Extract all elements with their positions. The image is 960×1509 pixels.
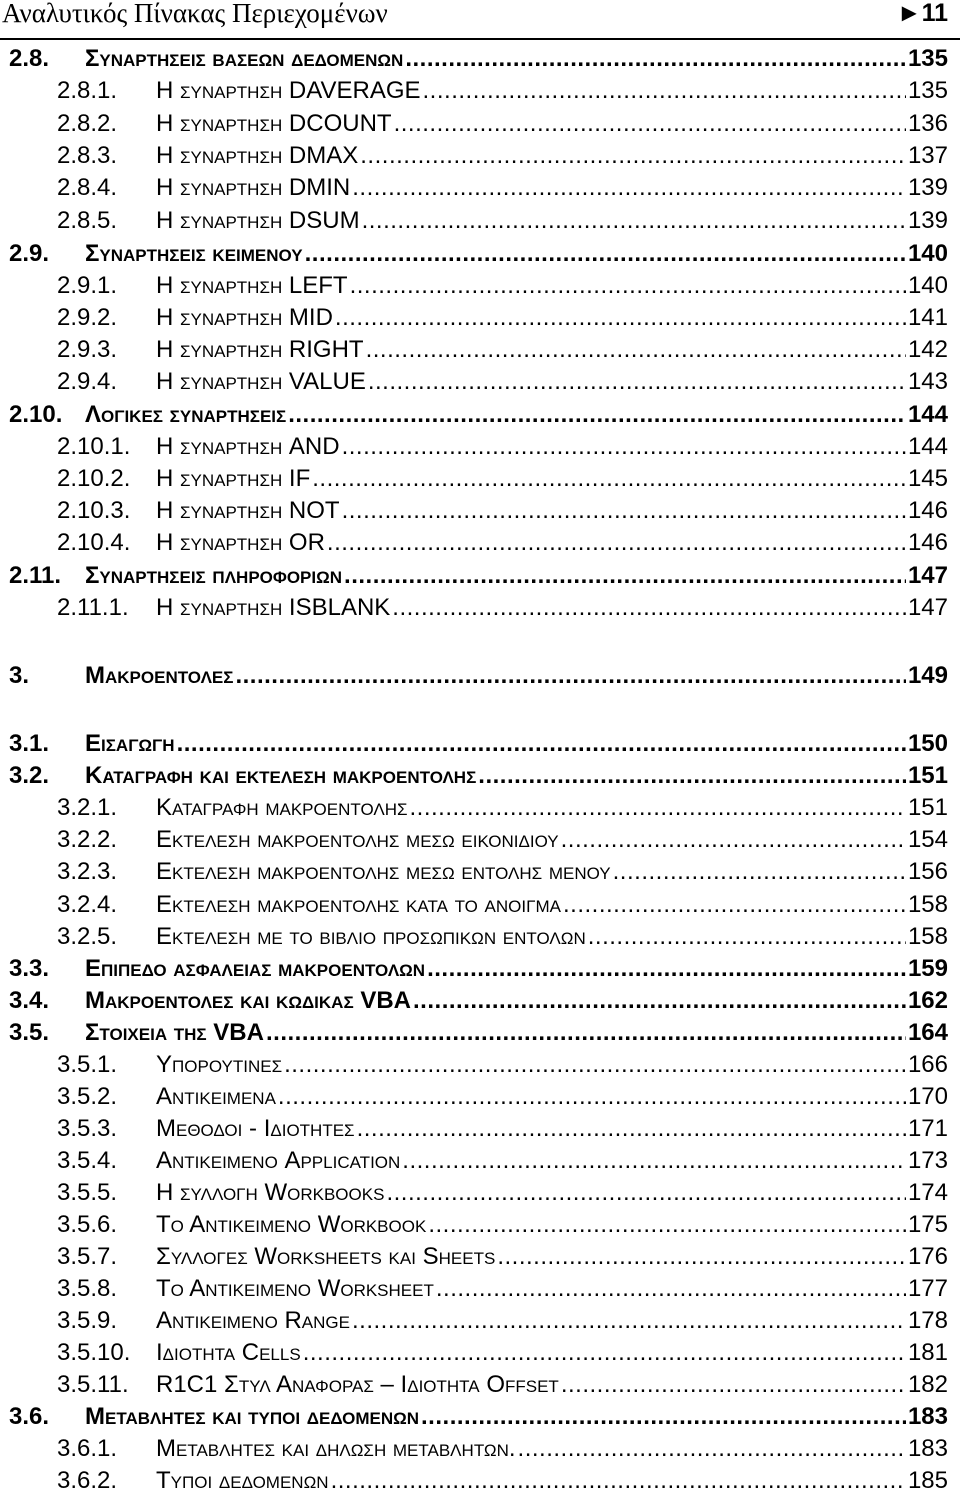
toc-entry-number: 3.6.2. <box>57 1467 118 1494</box>
toc-entry-title: Η συναρτηση DMIN <box>156 174 351 201</box>
toc-entry-title: Εκτελεση μακροεντολησ μεσω εντολησ μενου <box>156 858 611 885</box>
toc-entry-number: 2.9.2. <box>57 304 118 331</box>
toc-dot-leader <box>421 1401 906 1433</box>
toc-dot-leader <box>427 953 906 985</box>
toc-entry-title: Στοιχεια τησ VBA <box>85 1019 264 1046</box>
toc-entry-title: Η συναρτηση ISBLANK <box>156 594 391 621</box>
toc-entry-title: Επιπεδο ασφαλειασ μακροεντολων <box>85 955 426 982</box>
toc-entry-number: 3.5.10. <box>57 1339 131 1366</box>
toc-entry-title: Η συναρτηση DCOUNT <box>156 110 392 137</box>
toc-entry-page: 158 <box>907 891 948 918</box>
toc-entry-number: 3.5.5. <box>57 1179 118 1206</box>
toc-entry[interactable] <box>0 140 960 172</box>
toc-dot-leader <box>312 463 906 495</box>
toc-dot-leader <box>303 1337 906 1369</box>
toc-entry-number: 2.8.4. <box>57 174 118 201</box>
toc-entry-number: 3.6.1. <box>57 1435 118 1462</box>
toc-entry-title: Μακροεντολεσ και κωδικασ VBA <box>85 987 412 1014</box>
toc-entry-title: Συναρτησεισ βασεων δεδομενων <box>85 45 404 72</box>
toc-entry-page: 137 <box>907 142 948 169</box>
toc-dot-leader <box>405 43 906 75</box>
toc-entry-title: Η συλλογη Workbooks <box>156 1179 385 1206</box>
toc-entry[interactable] <box>0 824 960 856</box>
toc-dot-leader <box>327 527 906 559</box>
toc-dot-leader <box>344 560 906 592</box>
toc-entry-title: Αντικειμενο Range <box>156 1307 350 1334</box>
toc-entry-title: Η συναρτηση DMAX <box>156 142 359 169</box>
toc-entry-number: 2.8.1. <box>57 77 118 104</box>
toc-entry[interactable] <box>0 1113 960 1145</box>
toc-dot-leader <box>278 1081 906 1113</box>
toc-entry-row <box>85 953 948 985</box>
toc-entry-page: 140 <box>907 272 948 299</box>
toc-entry-number: 3.1. <box>9 730 50 757</box>
toc-entry-page: 139 <box>907 174 948 201</box>
toc-entry-page: 171 <box>907 1115 948 1142</box>
toc-entry[interactable] <box>0 1337 960 1369</box>
toc-entry-title: Καταγραφη και εκτελεση μακροεντολησ <box>85 762 477 789</box>
toc-entry-row <box>156 205 948 237</box>
toc-entry-page: 183 <box>907 1435 948 1462</box>
toc-entry-page: 146 <box>907 529 948 556</box>
toc-entry-row <box>156 108 948 140</box>
toc-dot-leader <box>284 1049 906 1081</box>
toc-dot-leader <box>402 1145 906 1177</box>
toc-dot-leader <box>235 660 906 692</box>
toc-dot-leader <box>497 1241 906 1273</box>
toc-dot-leader <box>561 824 906 856</box>
toc-entry-title: Η συναρτηση LEFT <box>156 272 348 299</box>
toc-entry[interactable] <box>0 366 960 398</box>
toc-entry-page: 159 <box>907 955 948 982</box>
toc-dot-leader <box>423 75 906 107</box>
toc-entry-row <box>85 1017 948 1049</box>
toc-entry[interactable] <box>0 270 960 302</box>
toc-entry[interactable] <box>0 1273 960 1305</box>
toc-entry-page: 164 <box>907 1019 948 1046</box>
toc-entry-row <box>156 889 948 921</box>
toc-dot-leader <box>588 921 906 953</box>
toc-entry-page: 174 <box>907 1179 948 1206</box>
toc-entry-title: Η συναρτηση DAVERAGE <box>156 77 421 104</box>
toc-entry-number: 3.5.4. <box>57 1147 118 1174</box>
toc-dot-leader <box>331 1465 906 1497</box>
toc-entry-page: 143 <box>907 368 948 395</box>
toc-entry[interactable] <box>0 43 960 75</box>
toc-entry-page: 150 <box>907 730 948 757</box>
toc-entry-row <box>156 270 948 302</box>
toc-entry-page: 181 <box>907 1339 948 1366</box>
toc-entry-title: Εκτελεση μακροεντολησ μεσω εικονιδιου <box>156 826 559 853</box>
toc-entry-title: Το Αντικειμενο Worksheet <box>156 1275 434 1302</box>
toc-entry-page: 154 <box>907 826 948 853</box>
toc-entry[interactable] <box>0 792 960 824</box>
toc-entry-title: Εισαγωγη <box>85 730 175 757</box>
toc-entry-page: 145 <box>907 465 948 492</box>
toc-entry-number: 2.8.2. <box>57 110 118 137</box>
toc-entry-page: 183 <box>907 1403 948 1430</box>
toc-dot-leader <box>352 172 906 204</box>
toc-entry-page: 151 <box>907 762 948 789</box>
toc-entry-row <box>156 1209 948 1241</box>
toc-dot-leader <box>177 728 906 760</box>
toc-entry-page: 135 <box>907 45 948 72</box>
toc-entry-title: R1C1 Στυλ Αναφορασ – Ιδιοτητα Offset <box>156 1371 559 1398</box>
toc-entry-page: 149 <box>907 662 948 689</box>
toc-entry[interactable] <box>0 1017 960 1049</box>
toc-entry[interactable] <box>0 889 960 921</box>
toc-entry[interactable] <box>0 1081 960 1113</box>
toc-entry-row <box>156 431 948 463</box>
toc-dot-leader <box>563 889 906 921</box>
toc-entry-number: 3. <box>9 662 30 689</box>
toc-entry-row <box>156 1465 948 1497</box>
toc-entry[interactable] <box>0 495 960 527</box>
toc-entry-page: 142 <box>907 336 948 363</box>
toc-entry-title: Η συναρτηση IF <box>156 465 311 492</box>
toc-entry-row <box>156 1177 948 1209</box>
toc-entry-title: Τυποι δεδομενων <box>156 1467 329 1494</box>
toc-entry-title: Μακροεντολεσ <box>85 662 234 689</box>
toc-entry-title: Εκτελεση με το βιβλιο προσωπικων εντολων <box>156 923 586 950</box>
toc-entry-page: 135 <box>907 77 948 104</box>
toc-entry-page: 141 <box>907 304 948 331</box>
toc-entry-row <box>156 1081 948 1113</box>
toc-entry-title: Η συναρτηση NOT <box>156 497 340 524</box>
toc-entry-title: Η συναρτηση MID <box>156 304 333 331</box>
toc-entry-title: Η συναρτηση OR <box>156 529 325 556</box>
toc-entry-number: 3.2.1. <box>57 794 118 821</box>
toc-entry[interactable] <box>0 728 960 760</box>
toc-entry-title: Μεταβλητεσ και τυποι δεδομενων <box>85 1403 420 1430</box>
toc-entry[interactable] <box>0 238 960 270</box>
toc-entry-title: Η συναρτηση VALUE <box>156 368 366 395</box>
toc-dot-leader <box>352 1305 906 1337</box>
toc-entry-page: 146 <box>907 497 948 524</box>
toc-entry-row <box>156 824 948 856</box>
toc-dot-leader <box>392 592 906 624</box>
toc-entry[interactable] <box>0 921 960 953</box>
toc-entry-title: Το Αντικειμενο Workbook <box>156 1211 427 1238</box>
toc-entry-title: Μεταβλητεσ και δηλωση μεταβλητων. <box>156 1435 516 1462</box>
page-number: ►11 <box>896 0 948 27</box>
toc-entry[interactable] <box>0 1433 960 1465</box>
toc-entry-row <box>85 399 948 431</box>
toc-entry-row <box>85 238 948 270</box>
toc-entry-number: 2.9. <box>9 240 50 267</box>
toc-dot-leader <box>428 1209 906 1241</box>
toc-dot-leader <box>362 205 906 237</box>
toc-entry-row <box>85 43 948 75</box>
toc-entry-title: Συναρτησεισ κειμενου <box>85 240 303 267</box>
toc-entry[interactable] <box>0 527 960 559</box>
toc-dot-leader <box>518 1433 906 1465</box>
toc-entry-page: 173 <box>907 1147 948 1174</box>
toc-entry-page: 176 <box>907 1243 948 1270</box>
toc-entry[interactable] <box>0 1401 960 1433</box>
toc-dot-leader <box>342 431 906 463</box>
toc-entry-row <box>85 560 948 592</box>
toc-entry-page: 175 <box>907 1211 948 1238</box>
toc-entry-page: 156 <box>907 858 948 885</box>
toc-entry-page: 147 <box>907 562 948 589</box>
toc-entry-number: 3.2.3. <box>57 858 118 885</box>
toc-entry-title: Συλλογεσ Worksheets και Sheets <box>156 1243 496 1270</box>
toc-entry-row <box>156 921 948 953</box>
toc-entry[interactable] <box>0 1145 960 1177</box>
toc-entry-number: 3.2.4. <box>57 891 118 918</box>
toc-dot-leader <box>335 302 906 334</box>
toc-entry-row <box>156 1273 948 1305</box>
toc-entry-row <box>156 1241 948 1273</box>
toc-entry[interactable] <box>0 985 960 1017</box>
toc-entry-number: 3.5. <box>9 1019 50 1046</box>
toc-dot-leader <box>561 1369 906 1401</box>
toc-entry[interactable] <box>0 1241 960 1273</box>
toc-entry-title: Μεθοδοι - Ιδιοτητεσ <box>156 1115 355 1142</box>
toc-entry[interactable] <box>0 431 960 463</box>
toc-entry[interactable] <box>0 1369 960 1401</box>
toc-entry-number: 3.2.2. <box>57 826 118 853</box>
toc-entry-page: 185 <box>907 1467 948 1494</box>
toc-dot-leader <box>368 366 906 398</box>
toc-entry-title: Λογικεσ συναρτησεισ <box>85 401 287 428</box>
toc-entry[interactable] <box>0 399 960 431</box>
toc-entry[interactable] <box>0 75 960 107</box>
toc-entry-title: Η συναρτηση DSUM <box>156 207 360 234</box>
toc-dot-leader <box>288 399 906 431</box>
toc-entry[interactable] <box>0 205 960 237</box>
toc-entry-page: 182 <box>907 1371 948 1398</box>
toc-entry-number: 2.8.3. <box>57 142 118 169</box>
toc-entry[interactable] <box>0 660 960 692</box>
toc-entry[interactable] <box>0 1209 960 1241</box>
toc-entry-number: 2.9.1. <box>57 272 118 299</box>
toc-entry-page: 162 <box>907 987 948 1014</box>
toc-entry-number: 2.8. <box>9 45 50 72</box>
toc-entry[interactable] <box>0 1177 960 1209</box>
toc-entry-row <box>85 728 948 760</box>
toc-entry-number: 2.11.1. <box>57 594 129 621</box>
toc-entry-number: 2.8.5. <box>57 207 118 234</box>
toc-entry[interactable] <box>0 1465 960 1497</box>
toc-entry[interactable] <box>0 760 960 792</box>
toc-dot-leader <box>366 334 906 366</box>
toc-entry-row <box>156 1433 948 1465</box>
toc-entry-row <box>85 760 948 792</box>
toc-entry-title: Η συναρτηση RIGHT <box>156 336 364 363</box>
toc-entry-number: 3.5.8. <box>57 1275 118 1302</box>
toc-entry-number: 3.2. <box>9 762 50 789</box>
toc-entry[interactable] <box>0 172 960 204</box>
toc-entry-title: Καταγραφη μακροεντολησ <box>156 794 408 821</box>
toc-dot-leader <box>478 760 906 792</box>
toc-entry-row <box>156 302 948 334</box>
toc-entry-page: 147 <box>907 594 948 621</box>
toc-entry-number: 2.10.3. <box>57 497 131 524</box>
toc-entry-row <box>156 1305 948 1337</box>
toc-entry[interactable] <box>0 108 960 140</box>
toc-entry-page: 144 <box>907 401 948 428</box>
toc-entry-number: 2.10.4. <box>57 529 131 556</box>
toc-entry-row <box>156 495 948 527</box>
toc-entry-page: 144 <box>907 433 948 460</box>
toc-entry-page: 139 <box>907 207 948 234</box>
toc-entry[interactable] <box>0 302 960 334</box>
toc-entry[interactable] <box>0 1305 960 1337</box>
toc-entry-number: 2.10. <box>9 401 63 428</box>
toc-entry-row <box>156 1049 948 1081</box>
toc-entry-number: 3.5.6. <box>57 1211 118 1238</box>
toc-entry-page: 140 <box>907 240 948 267</box>
toc-entry-title: Αντικειμενα <box>156 1083 276 1110</box>
toc-dot-leader <box>266 1017 906 1049</box>
toc-entry[interactable] <box>0 463 960 495</box>
toc-entry-number: 2.11. <box>9 562 62 589</box>
toc-entry-title: Αντικειμενο Application <box>156 1147 401 1174</box>
toc-entry-row <box>156 140 948 172</box>
toc-entry-number: 3.5.2. <box>57 1083 118 1110</box>
toc-dot-leader <box>357 1113 906 1145</box>
toc-entry-row <box>85 660 948 692</box>
toc-entry-row <box>156 463 948 495</box>
toc-dot-leader <box>342 495 906 527</box>
toc-dot-leader <box>410 792 906 824</box>
toc-entry-title: Εκτελεση μακροεντολησ κατα το ανοιγμα <box>156 891 561 918</box>
toc-entry-row <box>85 1401 948 1433</box>
toc-entry-page: 158 <box>907 923 948 950</box>
page-title: Αναλυτικός Πίνακας Περιεχομένων <box>2 0 388 28</box>
toc-entry-row <box>156 592 948 624</box>
toc-entry-row <box>156 1337 948 1369</box>
toc-dot-leader <box>350 270 906 302</box>
toc-entry-number: 3.5.7. <box>57 1243 118 1270</box>
toc-entry-page: 166 <box>907 1051 948 1078</box>
toc-dot-leader <box>436 1273 906 1305</box>
toc-entry-page: 178 <box>907 1307 948 1334</box>
toc-entry-page: 177 <box>907 1275 948 1302</box>
toc-entry-row <box>156 334 948 366</box>
toc-entry-number: 3.4. <box>9 987 50 1014</box>
toc-entry[interactable] <box>0 1049 960 1081</box>
toc-entry-number: 3.5.3. <box>57 1115 118 1142</box>
toc-entry[interactable] <box>0 560 960 592</box>
toc-entry[interactable] <box>0 953 960 985</box>
toc-dot-leader <box>360 140 906 172</box>
toc-entry-row <box>156 856 948 888</box>
toc-entry-title: Υπορουτινεσ <box>156 1051 283 1078</box>
toc-entry-number: 3.3. <box>9 955 50 982</box>
toc-entry-row <box>156 1145 948 1177</box>
toc-entry-title: Ιδιοτητα Cells <box>156 1339 301 1366</box>
toc-entry-page: 170 <box>907 1083 948 1110</box>
toc-entry[interactable] <box>0 592 960 624</box>
toc-entry-number: 2.9.3. <box>57 336 118 363</box>
toc-entry-page: 151 <box>907 794 948 821</box>
toc-entry-row <box>156 366 948 398</box>
toc-dot-leader <box>386 1177 906 1209</box>
toc-entry-number: 3.5.1. <box>57 1051 118 1078</box>
toc-entry[interactable] <box>0 334 960 366</box>
toc-entry-row <box>156 1113 948 1145</box>
toc-entry-number: 2.10.1. <box>57 433 131 460</box>
toc-entry-title: Συναρτησεισ πληροφοριων <box>85 562 343 589</box>
toc-entry-title: Η συναρτηση AND <box>156 433 340 460</box>
toc-dot-leader <box>613 856 906 888</box>
toc-entry-number: 3.5.11. <box>57 1371 129 1398</box>
toc-entry-number: 2.9.4. <box>57 368 118 395</box>
toc-entry-number: 2.10.2. <box>57 465 131 492</box>
toc-dot-leader <box>394 108 906 140</box>
toc-entry-row <box>85 985 948 1017</box>
toc-entry-row <box>156 172 948 204</box>
toc-entry-number: 3.6. <box>9 1403 50 1430</box>
toc-entry-row <box>156 792 948 824</box>
toc-entry-number: 3.2.5. <box>57 923 118 950</box>
toc-dot-leader <box>413 985 906 1017</box>
toc-entry-row <box>156 75 948 107</box>
toc-entry-row <box>156 1369 948 1401</box>
toc-entry-page: 136 <box>907 110 948 137</box>
toc-dot-leader <box>305 238 906 270</box>
toc-entry-row <box>156 527 948 559</box>
toc-entry[interactable] <box>0 856 960 888</box>
toc-entry-number: 3.5.9. <box>57 1307 118 1334</box>
